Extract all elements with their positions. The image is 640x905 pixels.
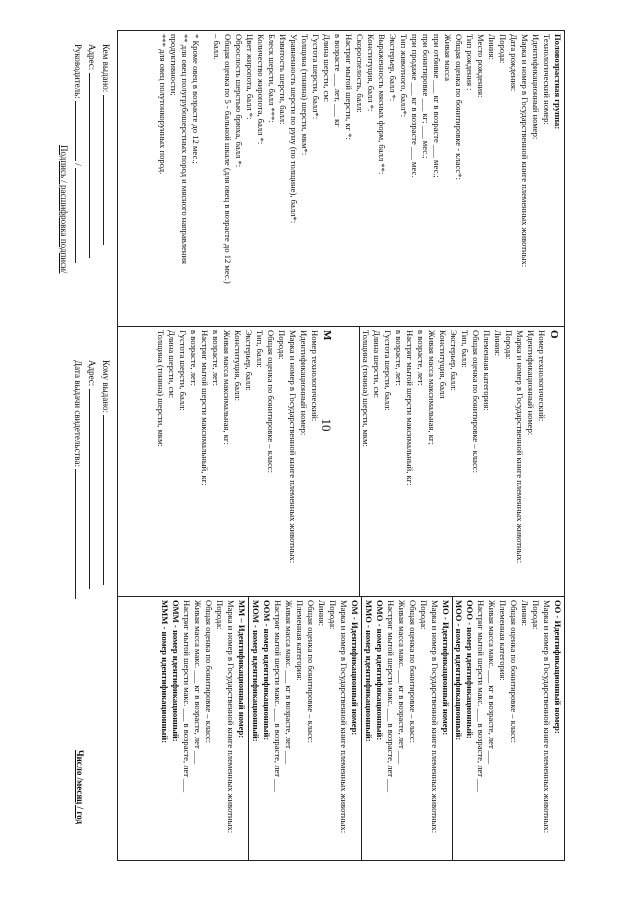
- grandparent-om-field: Настриг мытой шерсти макс. ___ в возрасте, лет ___: [273, 600, 283, 793]
- animal-info-column: [118, 31, 565, 327]
- field-label: Место рождения:: [476, 34, 486, 98]
- footer-right: [71, 360, 113, 660]
- field-label: Блеск шерсти, балл ***:: [267, 34, 277, 123]
- grandparent-mm-field: Живая масса макс. ___ кг в возрасте, лет ___: [193, 600, 203, 764]
- field-label: Длина шерсти, см:: [322, 34, 332, 103]
- field-label: Экстерьер, балл *:: [388, 34, 398, 102]
- father-field: Марка и номер в Государственной книге племенных животных:: [288, 330, 298, 564]
- father-field: Порода:: [277, 330, 287, 360]
- field-label: – балл.: [212, 34, 222, 60]
- field-label: Извитость шерсти, балл:: [278, 34, 288, 125]
- father-field: в возрасте, лет:: [189, 330, 199, 386]
- grandparent-mm-field: Общая оценка по бонитировке – класс:: [204, 600, 214, 744]
- mother-field: Экстерьер, балл:: [449, 330, 459, 391]
- father-field: Конституция, балл:: [233, 330, 243, 401]
- grandparent-mm-field: ОММ - номер идентификационный:: [171, 600, 181, 742]
- pedigree-table: [117, 30, 565, 861]
- field-label: Технологический номер:: [542, 34, 552, 125]
- field-label: Выраженность мясных форм, балл **:: [377, 34, 387, 175]
- mother-field: Густота шерсти, балл:: [383, 330, 393, 411]
- field-label: Тип животного, балл*:: [399, 34, 409, 118]
- grandparent-oo-field: ОО - Идентификационный номер:: [553, 600, 563, 734]
- grandparent-mo-field: Живая масса макс. ___ кг в возрасте, лет ___: [397, 600, 407, 764]
- father-field: в возрасте, лет:: [211, 330, 221, 386]
- grandparent-oo-field: Линия:: [520, 600, 530, 626]
- footer-left: Кем выдано: Адрес: Руководитель: / Подпись / расшифровка подписи/: [57, 30, 113, 330]
- field-label: Цвет жиропота, балл *:: [245, 34, 255, 120]
- issued-by-label: Кем выдано:: [101, 44, 111, 93]
- head-label: Руководитель:: [73, 44, 83, 99]
- address-left-label: Адрес:: [87, 44, 97, 71]
- grandparent-mo-field: ОМО - номер идентификационный:: [375, 600, 385, 741]
- footer-date: [73, 750, 87, 860]
- field-label: Линия:: [487, 34, 497, 60]
- footnote: ** для овец полугрубошерстных пород и мясного направления продуктивности;: [169, 34, 190, 264]
- field-label: Густота шерсти, балл*:: [311, 34, 321, 120]
- grandparent-oo-field: МОО - номер идентификационный:: [454, 600, 464, 741]
- grandparent-mm-field: ММ – Идентификационный номер:: [237, 600, 247, 739]
- father-field: Настриг мытой шерсти максимальный, кг:: [200, 330, 210, 486]
- father-field: Экстерьер, балл:: [244, 330, 254, 391]
- field-label: Количество жиропота, балл *:: [256, 34, 266, 145]
- grandparent-mo-field: Настриг мытой шерсти макс. ___ в возрасте, лет ___: [386, 600, 396, 793]
- grandparent-mo-field: Марка и номер в Государственной книге племенных животных:: [430, 600, 440, 834]
- rotated-form-sheet: [45, 30, 565, 860]
- field-label: Марка и номер в Государственной книге племенных животных:: [520, 34, 530, 268]
- grandparent-mo-field: МО - Идентификационный номер:: [441, 600, 451, 736]
- field-label: Половозрастная группа:: [553, 34, 563, 130]
- grandparent-oo-field: Живая масса макс. ___ кг в возрасте, лет ___: [487, 600, 497, 764]
- grandparent-mo-field: ММО - номер идентификационный:: [364, 600, 374, 742]
- issued-to-label: Кому выдано:: [101, 360, 111, 414]
- grandparent-mm-field: Настриг мытой шерсти макс. ___ в возрасте, лет ___: [182, 600, 192, 793]
- grandparent-oo-field: Марка и номер в Государственной книге племенных животных:: [542, 600, 552, 834]
- mother-field: Тип, балл:: [460, 330, 470, 368]
- grandparent-oo-field: Общая оценка по бонитировке – класс:: [509, 600, 519, 744]
- mother-field: Живая масса максимальная, кг;: [427, 330, 437, 445]
- field-label: Общая оценка по 5 - бальной шкале (для овец в возрасте до 12 мес.): [223, 34, 233, 284]
- address-right-label: Адрес:: [87, 360, 97, 387]
- mother-field: Племенная категория:: [482, 330, 492, 411]
- field-label: Оброслость шерстью брюха, балл *:: [234, 34, 244, 168]
- mother-field: в возрасте, лет:: [416, 330, 426, 386]
- date-caption: Число /месяц / год: [75, 750, 85, 825]
- field-label: Конституция, балл *:: [366, 34, 376, 112]
- issue-date-label: Дата выдачи свидетельства:: [73, 360, 83, 468]
- field-label: Тип рождения :: [465, 34, 475, 91]
- father-field: Живая масса максимальная, кг:: [222, 330, 232, 445]
- signature-caption: Подпись / расшифровка подписи/: [59, 145, 69, 274]
- grandparent-oo-field: ООО - номер идентификационный:: [465, 600, 475, 739]
- grandparent-mm-field: МММ - номер идентификационный:: [160, 600, 170, 744]
- field-label: Живая масса: [443, 34, 453, 81]
- field-label: при бонитировке ___ кг; ___ мес.;: [421, 34, 431, 159]
- grandparent-oo-field: Порода:: [531, 600, 541, 630]
- field-label: при продаже ___ кг в возрасте ___ мес.: [410, 34, 420, 178]
- page-number: 10: [319, 418, 334, 432]
- grandparent-om-field: Порода:: [328, 600, 338, 630]
- grandparents-column: [118, 597, 565, 861]
- mother-field: Настриг мытой шерсти максимальный, кг:: [405, 330, 415, 486]
- father-field: Идентификационный номер:: [299, 330, 309, 436]
- field-label: в возрасте ___ лет, ___ кг: [333, 34, 343, 127]
- grandparent-om-field: Марка и номер в Государственной книге племенных животных:: [339, 600, 349, 834]
- mother-field: Длина шерсти, см:: [372, 330, 382, 399]
- mother-section-title: О: [548, 330, 560, 339]
- field-label: Скороспелость, балл:: [355, 34, 365, 113]
- footnote: * Кроме овец в возрасте до 12 мес.;: [191, 34, 201, 164]
- field-label: Настриг мытой шерсти, кг *:: [344, 34, 354, 140]
- field-label: Идентификационный номер:: [531, 34, 541, 140]
- grandparent-om-field: ОМ - Идентификационный номер:: [350, 600, 360, 736]
- mother-field: Линия:: [493, 330, 503, 356]
- mother-field: Идентификационный номер:: [526, 330, 536, 436]
- father-field: Тип, балл:: [255, 330, 265, 368]
- father-field: Толщина (тонина) шерсти, мкм:: [156, 330, 166, 447]
- grandparent-mm-field: Марка и номер в Государственной книге племенных животных:: [226, 600, 236, 834]
- father-field: Густота шерсти, балл:: [178, 330, 188, 411]
- field-label: при отбивке ___ кг в возрасте ___ мес.;: [432, 34, 442, 178]
- grandparent-mo-field: Общая оценка по бонитировке – класс:: [408, 600, 418, 744]
- mother-field: Общая оценка по бонитировке – класс:: [471, 330, 481, 474]
- field-label: Общая оценка по бонитировке - класс*:: [454, 34, 464, 180]
- grandparent-om-field: Общая оценка по бонитировке – класс:: [306, 600, 316, 744]
- father-field: Номер технологический:: [310, 330, 320, 422]
- footnote: *** для овец полутонкорунных пород.: [158, 34, 168, 175]
- mother-field: Порода:: [504, 330, 514, 360]
- grandparent-oo-field: Племенная категория:: [498, 600, 508, 681]
- grandparent-om-field: МОМ - номер идентификационный:: [251, 600, 261, 742]
- field-label: Порода:: [498, 34, 508, 64]
- grandparent-om-field: Живая масса макс. ___ кг в возрасте, лет ___: [284, 600, 294, 764]
- father-field: Длина шерсти, см:: [167, 330, 177, 399]
- grandparent-om-field: ООМ - номер идентификационный:: [262, 600, 272, 741]
- field-label: Толщина (тонина) шерсти, мкм*:: [300, 34, 310, 156]
- grandparent-mo-field: Порода:: [419, 600, 429, 630]
- mother-field: Конституция, балл: [438, 330, 448, 399]
- grandparent-om-field: Племенная категория:: [295, 600, 305, 681]
- grandparent-oo-field: Настриг мытой шерсти макс. ___ в возрасте, лет ___: [476, 600, 486, 793]
- parents-column: [118, 327, 565, 597]
- field-label: Уравненность шерсти по руну (по толщине), балл*:: [289, 34, 299, 224]
- mother-field: в возрасте, лет:: [394, 330, 404, 386]
- field-label: Дата рождения:: [509, 34, 519, 92]
- father-section-title: М: [321, 330, 333, 341]
- mother-field: Номер технологический:: [537, 330, 547, 422]
- mother-field: Марка и номер в Государственной книге племенных животных:: [515, 330, 525, 564]
- grandparent-mm-field: Порода:: [215, 600, 225, 630]
- mother-field: Толщина (тонина) шерсти, мкм:: [361, 330, 371, 447]
- father-field: Общая оценка по бонитировке – класс:: [266, 330, 276, 474]
- grandparent-om-field: Линия:: [317, 600, 327, 626]
